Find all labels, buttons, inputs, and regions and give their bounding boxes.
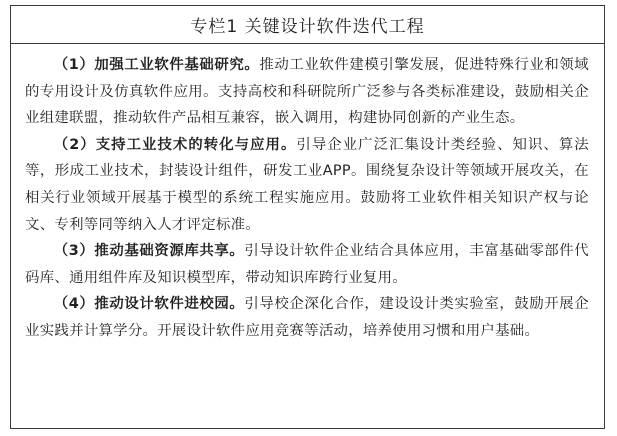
item-3 [25, 238, 589, 291]
item-3-body: 引导设计软件企业结合具体应用，丰富基础零部件代码库、通用组件库及知识模型库，带动知识库跨行业复用。 [25, 243, 589, 286]
column-box [10, 5, 605, 429]
column-title: 专栏1 关键设计软件迭代工程 [11, 6, 604, 44]
item-4-heading: 推动设计软件进校园。 [94, 296, 245, 313]
item-3-number: （3） [53, 243, 95, 260]
item-1-heading: 加强工业软件基础研究。 [94, 57, 260, 73]
item-1 [25, 52, 589, 132]
item-2-number: （2） [53, 136, 96, 153]
item-2 [25, 132, 589, 238]
item-3-heading: 推动基础资源库共享。 [94, 243, 245, 260]
column-content [11, 44, 604, 345]
item-1-number: （1） [53, 57, 95, 73]
item-1-body: 推动工业软件建模引擎发展，促进特殊行业和领域的专用设计及仿真软件应用。支持高校和科研院所广泛参与各类标准建设，鼓励相关企业组建联盟，推动软件产品相互兼容，嵌入调用，构建协同创新的产业生态。 [25, 57, 589, 127]
item-4-body: 引导校企深化合作，建设设计类实验室，鼓励开展企业实践并计算学分。开展设计软件应用竞赛等活动，培养使用习惯和用户基础。 [25, 296, 589, 339]
item-4-number: （4） [53, 296, 95, 313]
item-4 [25, 291, 589, 344]
item-2-heading: 支持工业技术的转化与应用。 [95, 136, 297, 153]
item-2-body: 引导企业广泛汇集设计类经验、知识、算法等，形成工业技术，封装设计组件，研发工业APP。围绕复杂设计等领域开展攻关，在相关行业领域开展基于模型的系统工程实施应用。鼓励将工业软件相关知识产权与论文、专利等同等纳入人才评定标准。 [25, 136, 589, 233]
